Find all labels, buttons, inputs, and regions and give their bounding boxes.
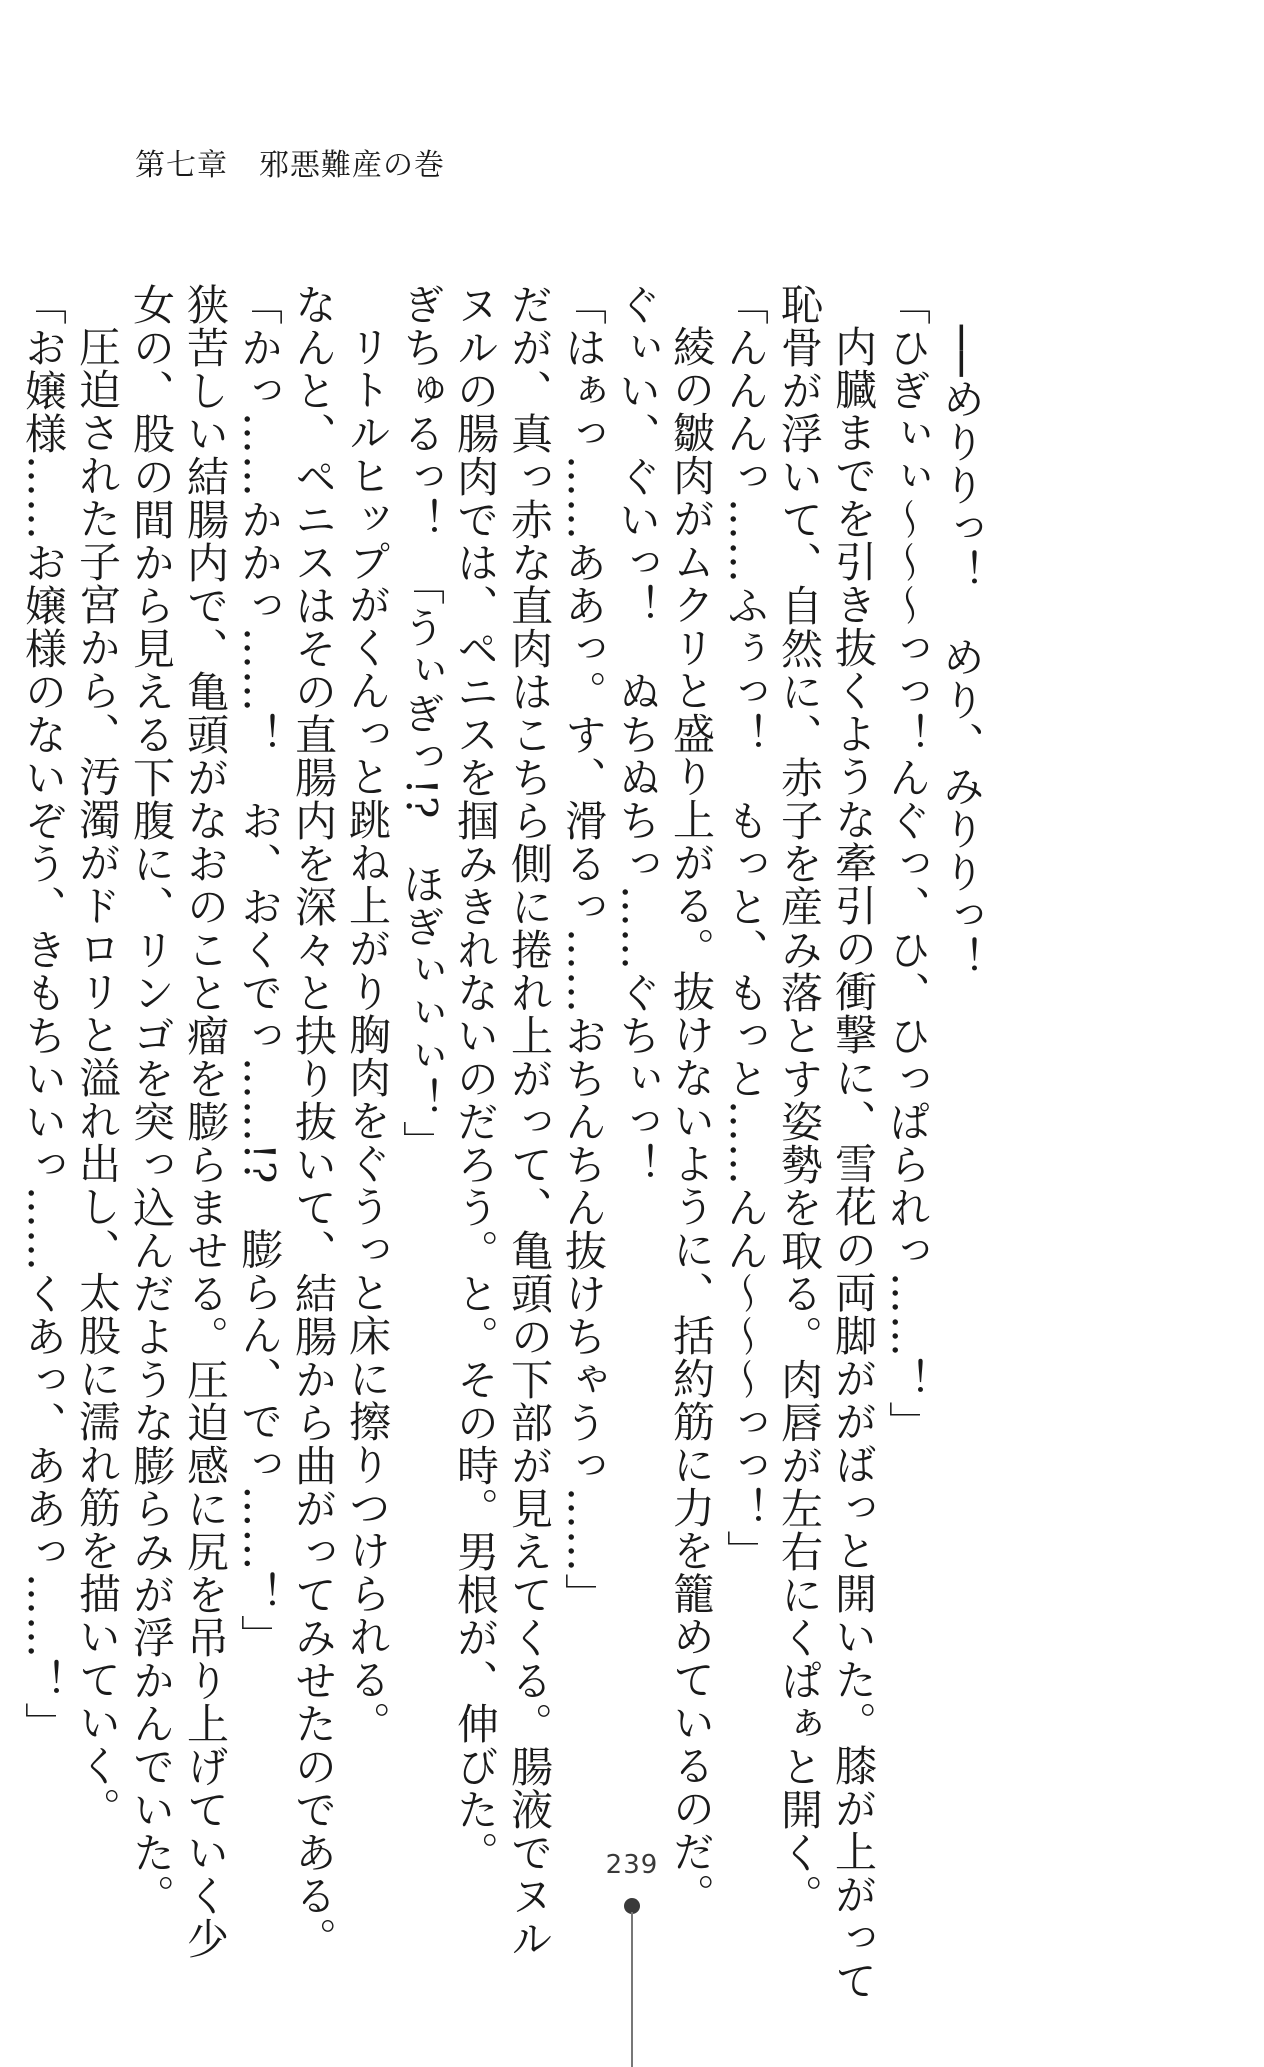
- text-line: 女の、股の間から見える下腹に、リンゴを突っ込んだような膨らみが浮かんでいた。: [127, 283, 176, 1917]
- text-line: 内臓までを引き抜くような牽引の衝撃に、雪花の両脚ががばっと開いた。膝が上がって: [829, 325, 878, 2002]
- text-line: ヌルの腸肉では、ペニスを掴みきれないのだろう。と。その時。男根が、伸びた。: [451, 283, 500, 1874]
- text-line: 「お嬢様……お嬢様のないぞう、きもちいいっ……くあっ、ああっ……！」: [19, 283, 68, 1745]
- text-line: 「かっ……かかっ……！ お、おくでっ……!? 膨らん、でっ……！」: [235, 283, 284, 1658]
- folio-rule: [631, 1912, 633, 2067]
- text-line: 「んんんっ……ふぅっ！ もっと、もっと……んん～～～っっ！」: [721, 283, 770, 1573]
- text-line: 綾の皺肉がムクリと盛り上がる。抜けないように、括約筋に力を籠めているのだ。: [667, 325, 716, 1916]
- running-head: 第七章 邪悪難産の巻: [135, 148, 445, 183]
- text-line: 「ひぎぃぃ～～～っっ！んぐっ、ひ、ひっぱられっ……！」: [883, 283, 932, 1444]
- text-line: 圧迫された子宮から、汚濁がドロリと溢れ出し、太股に濡れ筋を描いていく。: [73, 325, 122, 1830]
- text-line: だが、真っ赤な直肉はこちら側に捲れ上がって、亀頭の下部が見えてくる。腸液でヌル: [505, 283, 554, 1960]
- text-line: ぎちゅるっ！ 「うぃぎっ!? ほぎぃぃぃ！」: [397, 283, 446, 1164]
- text-line: ぐぃい、ぐいっ！ ぬちぬちっ……ぐちぃっ！: [613, 283, 662, 1186]
- text-line: 狭苦しい結腸内で、亀頭がなおのこと瘤を膨らませる。圧迫感に尻を吊り上げていく少: [181, 283, 230, 1960]
- text-line: 恥骨が浮いて、自然に、赤子を産み落とす姿勢を取る。肉唇が左右にくぱぁと開く。: [775, 283, 824, 1917]
- text-line: リトルヒップがくんっと跳ね上がり胸肉をぐうっと床に擦りつけられる。: [343, 325, 392, 1744]
- text-line: 「はぁっ……ああっ。す、滑るっ……おちんちん抜けちゃうっ……」: [559, 283, 608, 1616]
- text-line: なんと、ペニスはその直腸内を深々と抉り抜いて、結腸から曲がってみせたのである。: [289, 283, 338, 1960]
- page-number: 239: [605, 1850, 659, 1880]
- text-line: ──めりりっ！ めり、みりりっ！: [937, 325, 986, 980]
